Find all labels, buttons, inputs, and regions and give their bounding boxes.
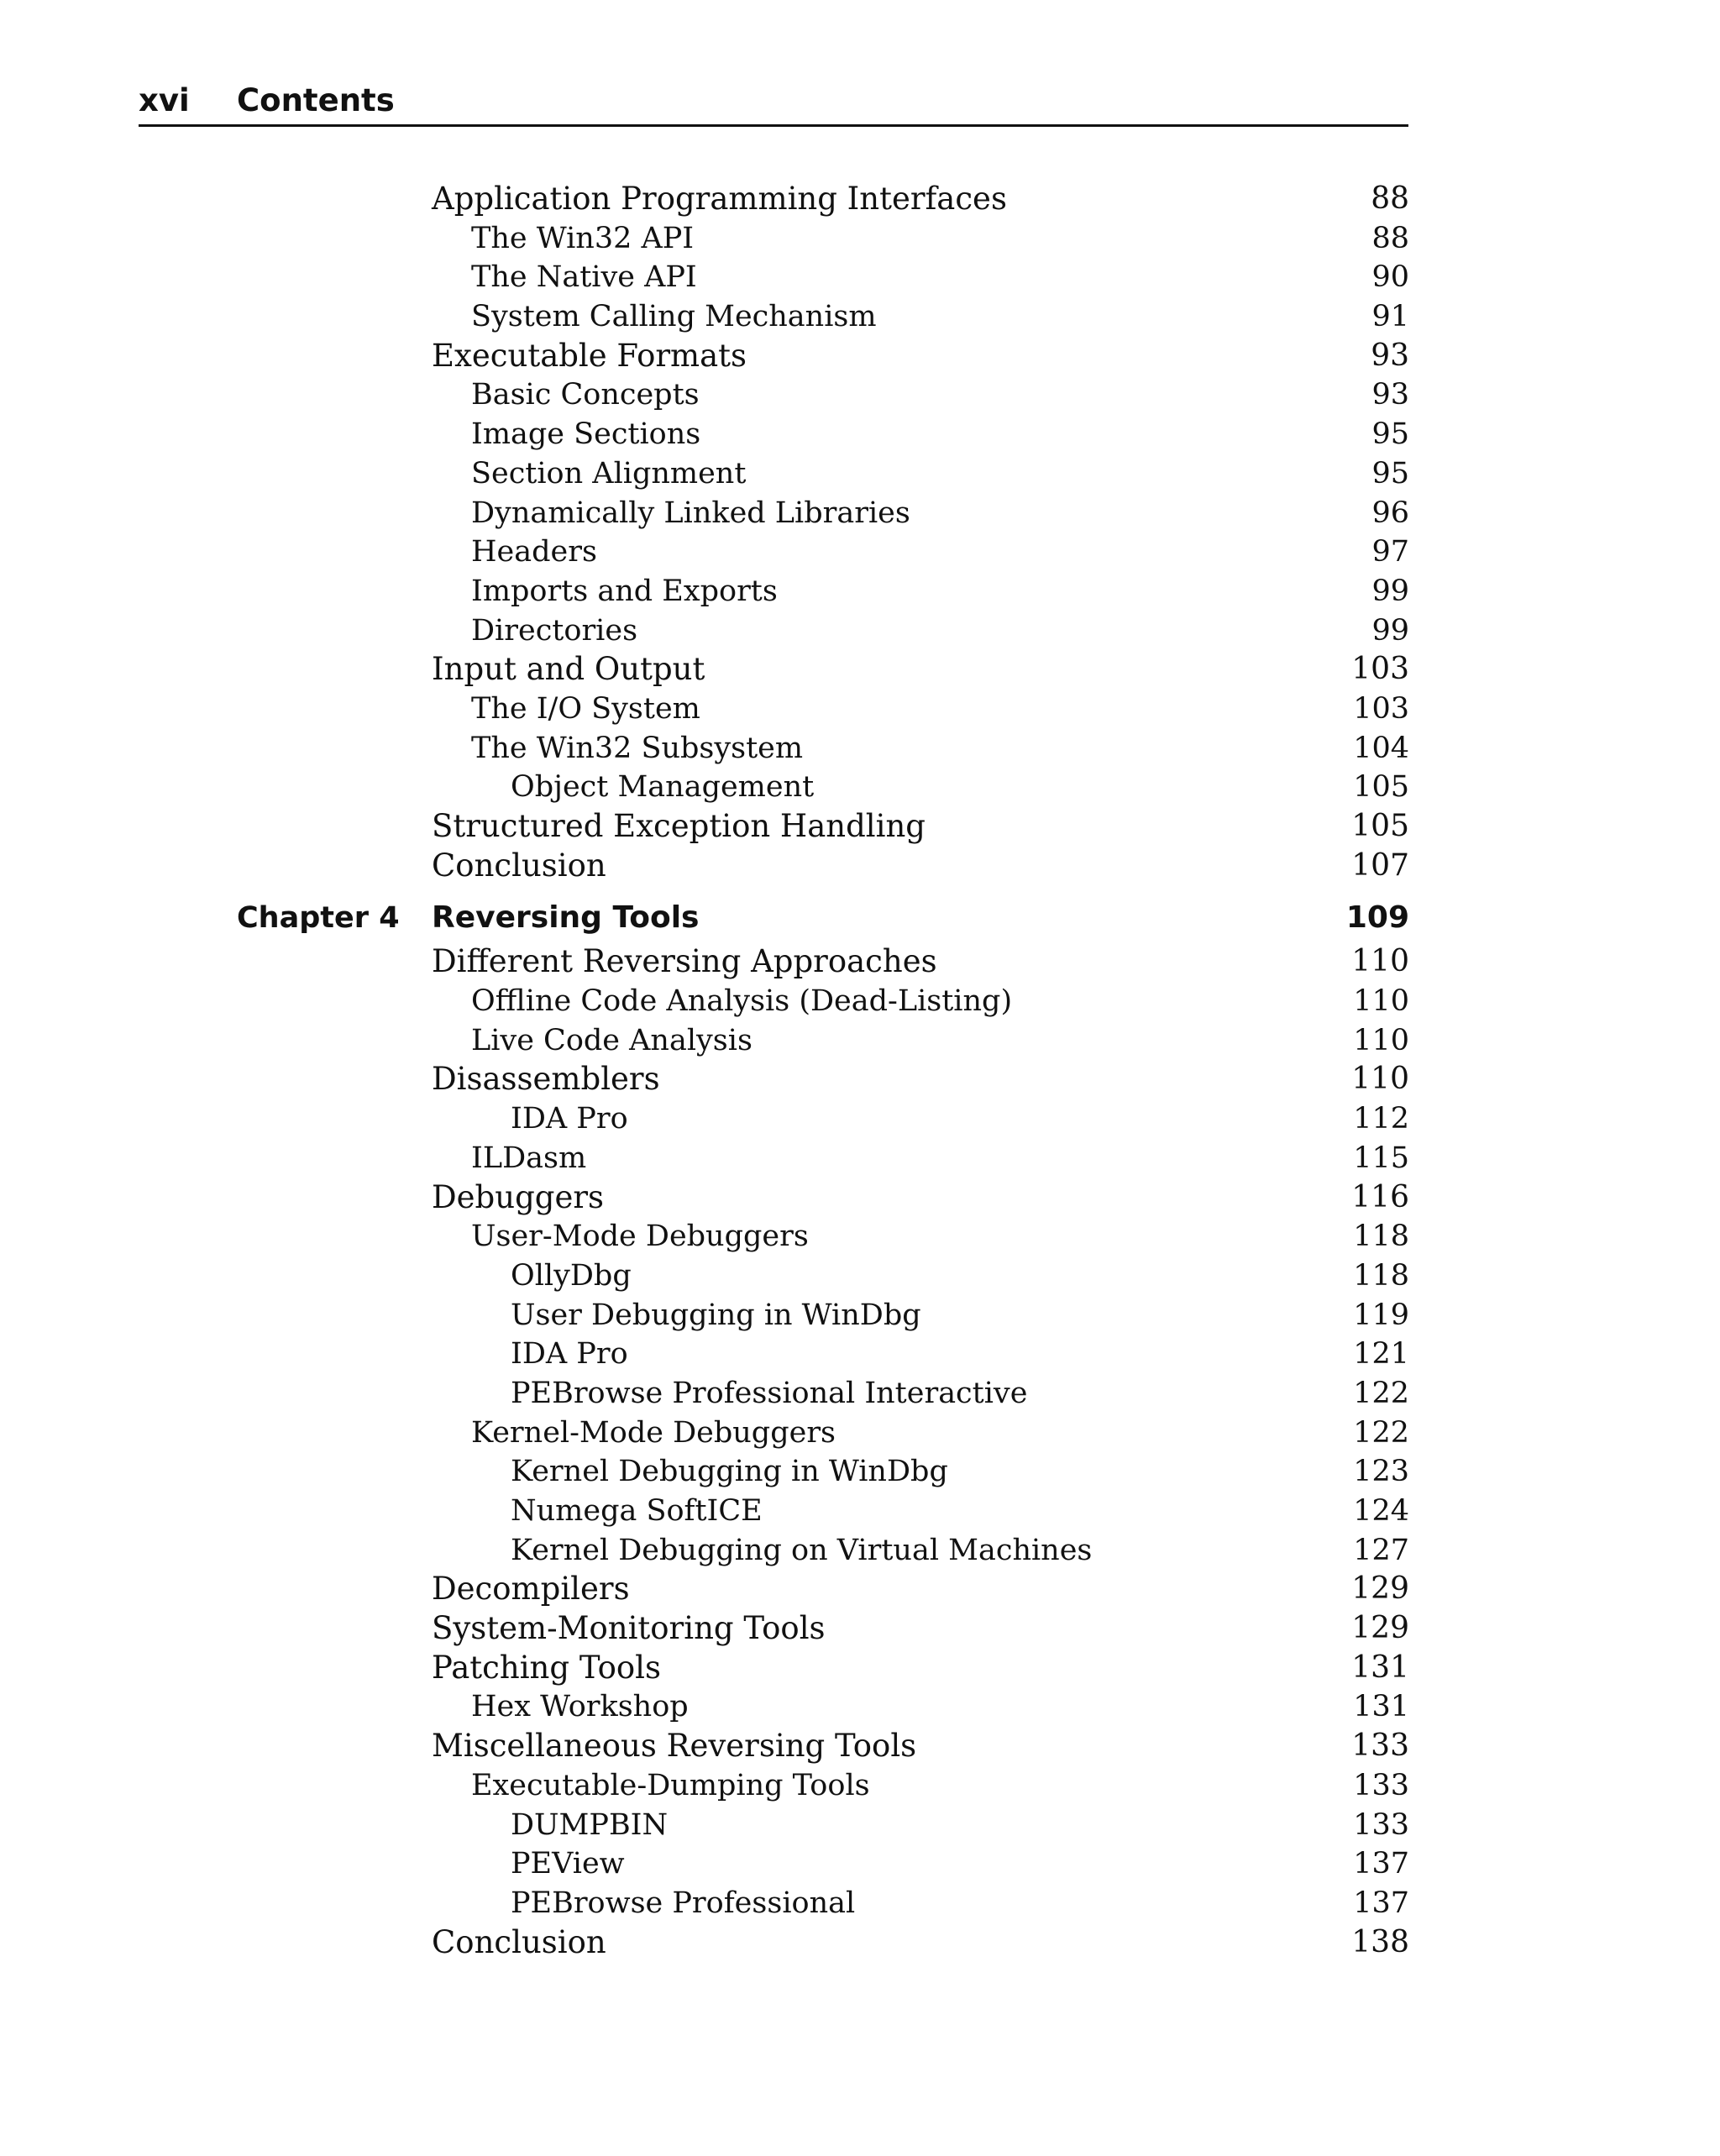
toc-entry-page-number: 103 <box>1351 652 1409 687</box>
toc-entry-page-number: 118 <box>1353 1258 1409 1293</box>
toc-entry <box>0 180 1720 219</box>
toc-entry-page-number: 115 <box>1353 1141 1409 1175</box>
toc-entry <box>0 1609 1720 1649</box>
toc-entry <box>0 1099 1720 1139</box>
toc-entry-page-number: 138 <box>1351 1924 1409 1959</box>
toc-entry-page-number: 123 <box>1353 1455 1409 1489</box>
toc-entry-title: User Debugging in WinDbg <box>511 1298 921 1332</box>
toc-entry-page-number: 124 <box>1353 1494 1409 1528</box>
toc-entry-title: Conclusion <box>432 1923 606 1960</box>
page-header <box>139 77 1408 127</box>
toc-entry <box>0 690 1720 729</box>
chapter-title: Reversing Tools <box>432 900 700 936</box>
toc-entry-page-number: 90 <box>1371 260 1409 295</box>
toc-entry-page-number: 110 <box>1351 1062 1409 1097</box>
toc-entry-page-number: 131 <box>1353 1690 1409 1724</box>
toc-entry <box>0 494 1720 533</box>
toc-entry-page-number: 131 <box>1351 1650 1409 1685</box>
toc-entry-title: Structured Exception Handling <box>432 808 926 844</box>
toc-entry-page-number: 97 <box>1371 535 1409 569</box>
toc-entry-title: The Win32 Subsystem <box>471 731 804 765</box>
toc-entry-page-number: 91 <box>1371 300 1409 334</box>
toc-entry-title: Debuggers <box>432 1178 605 1215</box>
toc-entry-title: Live Code Analysis <box>471 1023 752 1057</box>
toc-entry-page-number: 133 <box>1353 1807 1409 1842</box>
toc-entry-page-number: 95 <box>1371 456 1409 490</box>
toc-entry <box>0 807 1720 847</box>
toc-entry-title: PEBrowse Professional <box>511 1886 856 1920</box>
toc-entry-page-number: 133 <box>1353 1768 1409 1802</box>
toc-entry <box>0 375 1720 415</box>
toc-entry-page-number: 99 <box>1371 574 1409 608</box>
toc-entry <box>0 1570 1720 1609</box>
toc-entry-title: IDA Pro <box>511 1102 628 1136</box>
toc-entry <box>0 572 1720 611</box>
toc-entry <box>0 1374 1720 1414</box>
toc-entry-page-number: 121 <box>1353 1337 1409 1372</box>
toc-entry-page-number: 105 <box>1351 809 1409 843</box>
toc-entry-title: Dynamically Linked Libraries <box>471 496 910 530</box>
toc-entry <box>0 611 1720 651</box>
toc-entry-title: Kernel Debugging in WinDbg <box>511 1455 948 1489</box>
toc-entry-title: Imports and Exports <box>471 574 778 608</box>
toc-entry-page-number: 110 <box>1353 984 1409 1019</box>
toc-entry-page-number: 116 <box>1351 1179 1409 1214</box>
toc-entry-title: Different Reversing Approaches <box>432 943 937 980</box>
toc-entry-page-number: 88 <box>1371 221 1409 255</box>
toc-entry <box>0 297 1720 337</box>
toc-entry <box>0 768 1720 807</box>
toc-entry-page-number: 122 <box>1353 1415 1409 1450</box>
toc-entry-page-number: 88 <box>1371 181 1409 216</box>
toc-entry-title: System-Monitoring Tools <box>432 1610 826 1647</box>
toc-entry <box>0 1452 1720 1492</box>
toc-entry-title: Conclusion <box>432 847 606 884</box>
toc-entry-title: Kernel Debugging on Virtual Machines <box>511 1533 1093 1567</box>
toc-entry-page-number: 95 <box>1371 417 1409 452</box>
toc-entry <box>0 1060 1720 1099</box>
toc-entry <box>0 337 1720 376</box>
toc-entry <box>0 1766 1720 1806</box>
toc-entry-title: Basic Concepts <box>471 378 700 412</box>
toc-entry-page-number: 129 <box>1351 1571 1409 1607</box>
toc-entry <box>0 1492 1720 1531</box>
toc-entry-page-number: 105 <box>1353 770 1409 805</box>
toc-entry-page-number: 122 <box>1353 1376 1409 1410</box>
toc-entry-title: Kernel-Mode Debuggers <box>471 1415 836 1450</box>
toc-entry <box>0 1727 1720 1766</box>
toc-entry-title: Disassemblers <box>432 1061 660 1098</box>
toc-entry-page-number: 112 <box>1353 1102 1409 1136</box>
toc-entry <box>0 1884 1720 1923</box>
table-of-contents <box>0 180 1720 1962</box>
toc-entry-page-number: 103 <box>1353 691 1409 726</box>
toc-entry-page-number: 93 <box>1371 378 1409 412</box>
toc-entry <box>0 1844 1720 1884</box>
toc-entry <box>0 942 1720 982</box>
toc-section-chapter-entries <box>0 942 1720 1962</box>
toc-entry <box>0 1021 1720 1061</box>
toc-entry-title: Object Management <box>511 770 815 805</box>
toc-entry <box>0 1335 1720 1374</box>
toc-entry <box>0 847 1720 886</box>
toc-entry-page-number: 107 <box>1351 847 1409 883</box>
toc-entry-title: Hex Workshop <box>471 1690 689 1724</box>
chapter-page-number: 109 <box>1345 900 1409 936</box>
toc-entry <box>0 454 1720 494</box>
toc-entry-title: Executable Formats <box>432 337 747 374</box>
toc-entry-title: PEBrowse Professional Interactive <box>511 1376 1028 1410</box>
toc-entry-title: Numega SoftICE <box>511 1494 763 1528</box>
toc-entry-title: The Win32 API <box>471 221 695 255</box>
toc-entry-page-number: 133 <box>1351 1728 1409 1764</box>
toc-entry-page-number: 119 <box>1353 1298 1409 1332</box>
toc-entry <box>0 1296 1720 1335</box>
toc-entry <box>0 1217 1720 1256</box>
toc-entry-title: Patching Tools <box>432 1649 662 1686</box>
toc-entry <box>0 982 1720 1021</box>
running-title: Contents <box>237 82 395 118</box>
toc-entry <box>0 1256 1720 1296</box>
toc-section-before-chapter <box>0 180 1720 885</box>
toc-entry-page-number: 96 <box>1371 496 1409 530</box>
toc-entry-page-number: 137 <box>1353 1847 1409 1881</box>
toc-entry-page-number: 99 <box>1371 613 1409 648</box>
toc-entry-title: Image Sections <box>471 417 701 452</box>
page-number: xvi <box>139 82 190 118</box>
toc-entry-page-number: 127 <box>1353 1533 1409 1567</box>
toc-entry-page-number: 104 <box>1353 731 1409 765</box>
toc-entry <box>0 1531 1720 1571</box>
toc-entry <box>0 1178 1720 1218</box>
toc-entry-title: Decompilers <box>432 1571 630 1608</box>
toc-entry <box>0 729 1720 769</box>
toc-entry-title: Miscellaneous Reversing Tools <box>432 1728 917 1765</box>
toc-entry-title: Directories <box>471 613 638 648</box>
toc-entry-title: The Native API <box>471 260 697 295</box>
toc-entry-title: System Calling Mechanism <box>471 300 877 334</box>
toc-entry-page-number: 118 <box>1353 1220 1409 1254</box>
toc-entry-title: ILDasm <box>471 1141 587 1175</box>
toc-entry-page-number: 137 <box>1353 1886 1409 1920</box>
toc-entry <box>0 219 1720 259</box>
toc-entry-title: Input and Output <box>432 651 705 688</box>
toc-entry <box>0 1139 1720 1178</box>
toc-entry <box>0 1687 1720 1727</box>
toc-entry <box>0 415 1720 454</box>
toc-entry-title: Executable-Dumping Tools <box>471 1768 870 1802</box>
chapter-heading <box>0 894 1720 942</box>
toc-entry-title: OllyDbg <box>511 1258 632 1293</box>
toc-entry <box>0 1414 1720 1453</box>
toc-entry-page-number: 129 <box>1351 1611 1409 1646</box>
toc-entry <box>0 650 1720 690</box>
toc-entry <box>0 1649 1720 1688</box>
toc-entry-title: PEView <box>511 1847 625 1881</box>
toc-entry-title: DUMPBIN <box>511 1807 669 1842</box>
toc-entry <box>0 258 1720 297</box>
chapter-label: Chapter 4 <box>237 901 400 936</box>
toc-entry-title: Section Alignment <box>471 456 747 490</box>
toc-entry <box>0 532 1720 572</box>
toc-entry-page-number: 110 <box>1353 1023 1409 1057</box>
toc-entry-title: Headers <box>471 535 597 569</box>
toc-entry-title: User-Mode Debuggers <box>471 1220 809 1254</box>
toc-entry <box>0 1806 1720 1845</box>
toc-entry-title: The I/O System <box>471 691 700 726</box>
toc-entry-page-number: 93 <box>1371 338 1409 373</box>
toc-entry-title: Offline Code Analysis (Dead-Listing) <box>471 984 1013 1019</box>
toc-entry-title: IDA Pro <box>511 1337 628 1372</box>
toc-entry <box>0 1923 1720 1963</box>
toc-entry-title: Application Programming Interfaces <box>432 181 1007 217</box>
toc-entry-page-number: 110 <box>1351 944 1409 979</box>
